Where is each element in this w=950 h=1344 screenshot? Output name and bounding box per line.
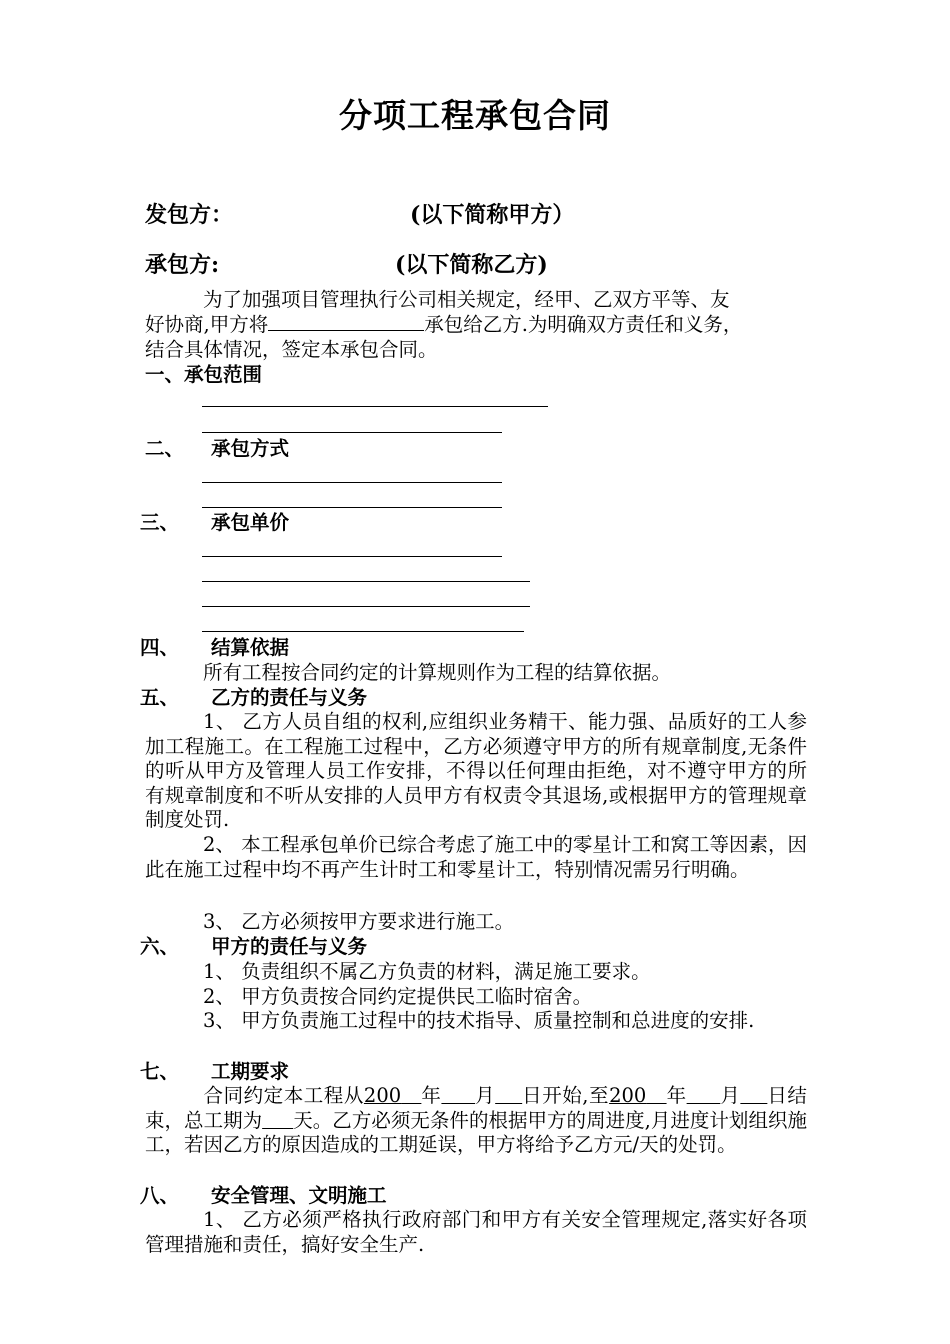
start-month-unit: 月 xyxy=(475,1084,496,1107)
schedule-text-2: 结束，总工期为 xyxy=(145,1084,807,1132)
end-year-unit: 年 xyxy=(666,1084,687,1107)
schedule-text-3: 天。乙方必须无条件的根据甲方的周进度,月进度计划组织施工，若因乙方的原因造成的工期延误，甲方将给予乙方元/天的处罚。 xyxy=(145,1108,807,1157)
section-6-title: 甲方的责任与义务 xyxy=(211,935,368,958)
document-title: 分项工程承包合同 xyxy=(339,96,611,135)
party-b-label: 承包方: xyxy=(145,252,220,278)
end-day-blank xyxy=(740,1084,767,1107)
section-6-paragraph-1: 1、 负责组织不属乙方负责的材料，满足施工要求。 xyxy=(203,960,651,983)
section-8-paragraph-1 xyxy=(145,1208,807,1257)
start-month-blank xyxy=(441,1084,475,1107)
fill-line xyxy=(202,432,502,433)
section-1-heading xyxy=(145,362,262,387)
section-6-paragraph-3 xyxy=(145,1009,807,1034)
intro-line-2a: 好协商,甲方将 xyxy=(145,313,269,336)
section-6-p3-text: 3、 甲方负责施工过程中的技术指导、质量控制和总进度的安排. xyxy=(203,1009,755,1032)
start-year-prefix: 200 xyxy=(363,1084,402,1107)
intro-line-1: 为了加强项目管理执行公司相关规定，经甲、乙双方平等、友 xyxy=(203,288,730,311)
section-7-title: 工期要求 xyxy=(211,1060,290,1083)
section-3-number: 三、 xyxy=(140,511,180,534)
section-6-number: 六、 xyxy=(140,935,180,958)
section-7-number: 七、 xyxy=(140,1060,180,1083)
end-month-blank xyxy=(687,1084,721,1107)
section-5-paragraph-2 xyxy=(145,833,807,882)
section-2-number: 二、 xyxy=(145,437,185,460)
intro-line-3: 结合具体情况，签定本承包合同。 xyxy=(145,338,438,361)
section-8-number: 八、 xyxy=(140,1184,180,1207)
end-year-blank xyxy=(609,1084,666,1107)
section-5-paragraph-1 xyxy=(145,710,807,833)
section-5-number: 五、 xyxy=(140,686,180,709)
section-8-title: 安全管理、文明施工 xyxy=(211,1184,387,1207)
section-1-title: 承包范围 xyxy=(184,363,263,386)
section-3-title: 承包单价 xyxy=(211,511,290,534)
section-2-title: 承包方式 xyxy=(211,437,290,460)
end-month-unit: 月 xyxy=(720,1084,741,1107)
party-b-note: (以下简称乙方) xyxy=(395,252,548,278)
end-year-prefix: 200 xyxy=(609,1084,647,1107)
section-4-text: 所有工程按合同约定的计算规则作为工程的结算依据。 xyxy=(203,661,672,684)
fill-line xyxy=(202,507,502,508)
fill-line xyxy=(202,406,548,407)
section-6-paragraph-2: 2、 甲方负责按合同约定提供民工临时宿舍。 xyxy=(203,985,593,1008)
end-day-text: 日 xyxy=(767,1084,788,1107)
fill-line xyxy=(202,631,524,632)
start-day-text: 日开始,至 xyxy=(522,1084,610,1107)
start-day-blank xyxy=(495,1084,522,1107)
start-year-unit: 年 xyxy=(421,1084,442,1107)
intro-line-2b: 承包给乙方.为明确双方责任和义务， xyxy=(424,313,743,336)
section-8-p1-text: 1、 乙方必须严格执行政府部门和甲方有关安全管理规定,落实好各项管理措施和责任，搞好安全生产. xyxy=(145,1208,807,1256)
start-year-blank xyxy=(364,1084,421,1107)
project-name-blank xyxy=(268,312,424,331)
section-4-title: 结算依据 xyxy=(211,636,290,659)
section-7-paragraph xyxy=(145,1084,807,1158)
intro-line-2 xyxy=(145,312,742,337)
fill-line xyxy=(202,482,502,483)
section-5-title: 乙方的责任与义务 xyxy=(211,686,368,709)
duration-blank xyxy=(262,1109,293,1132)
fill-line xyxy=(202,556,502,557)
section-4-number: 四、 xyxy=(140,636,180,659)
schedule-text-1: 合同约定本工程从 xyxy=(203,1084,364,1107)
party-a-note: (以下简称甲方） xyxy=(410,202,575,228)
section-5-paragraph-3: 3、 乙方必须按甲方要求进行施工。 xyxy=(203,910,515,933)
section-5-p1-text: 1、 乙方人员自组的权利,应组织业务精干、能力强、品质好的工人参加工程施工。在工程施工过程中，乙方必须遵守甲方的所有规章制度,无条件的听从甲方及管理人员工作安排，不得以任何理由拒绝，对不遵守甲方的所有规章制度和不听从安排的人员甲方有权责令其退场,或根据甲方的管理规章制度处罚. xyxy=(145,710,807,832)
fill-line xyxy=(202,606,530,607)
section-5-p2-text: 2、 本工程承包单价已综合考虑了施工中的零星计工和窝工等因素，因此在施工过程中均不再产生计时工和零星计工，特别情况需另行明确。 xyxy=(145,833,807,881)
section-1-number: 一、 xyxy=(145,363,185,386)
fill-line xyxy=(202,581,530,582)
party-a-label: 发包方： xyxy=(145,202,234,228)
